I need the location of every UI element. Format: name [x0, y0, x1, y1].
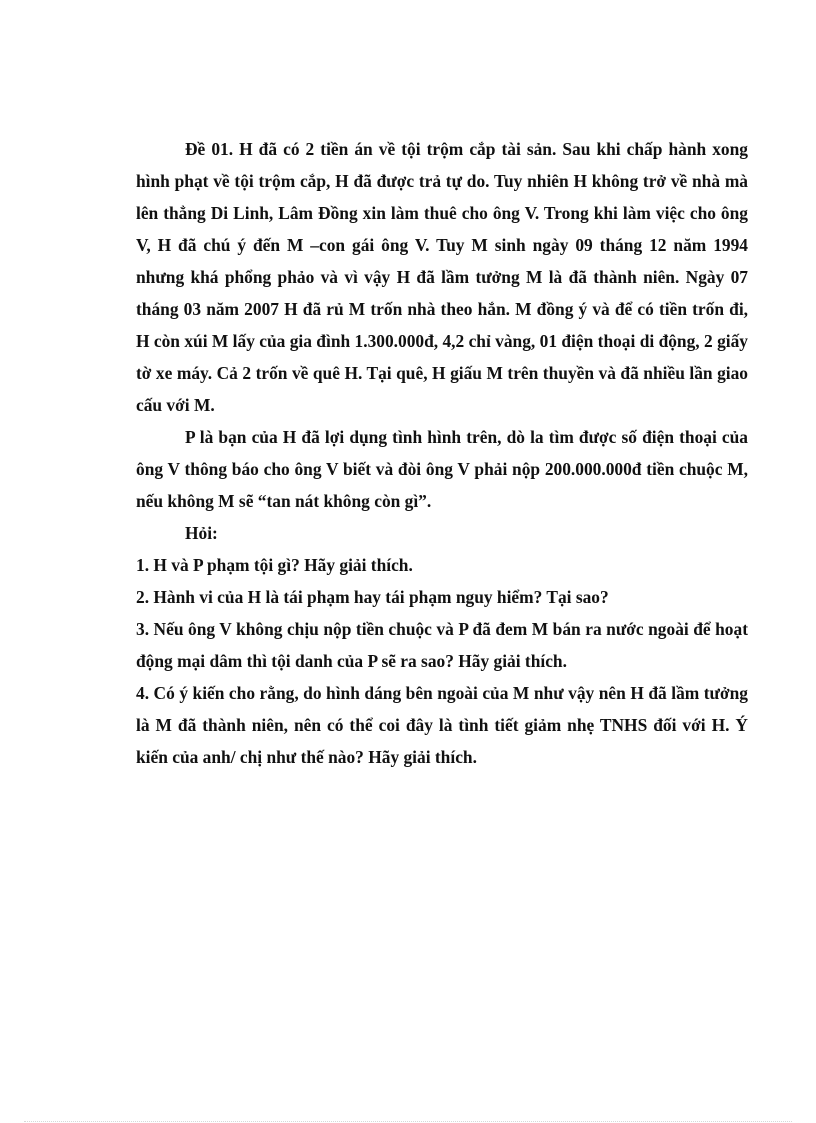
- question-2: 2. Hành vi của H là tái phạm hay tái phạm nguy hiểm? Tại sao?: [136, 587, 609, 607]
- case-paragraph-2: P là bạn của H đã lợi dụng tình hình trên, dò la tìm được số điện thoại của ông V thông báo cho ông V biết và đòi ông V phải nộp 200.000.000đ tiền chuộc M, nếu không M sẽ “tan nát không còn gì”.: [136, 427, 748, 511]
- exam-question-body: [136, 133, 748, 773]
- page-bottom-divider: [24, 1121, 792, 1122]
- question-1: 1. H và P phạm tội gì? Hãy giải thích.: [136, 555, 413, 575]
- question-4: 4. Có ý kiến cho rằng, do hình dáng bên ngoài của M như vậy nên H đã lầm tưởng là M đã thành niên, nên có thể coi đây là tình tiết giảm nhẹ TNHS đối với H. Ý kiến của anh/ chị như thế nào? Hãy giải thích.: [136, 683, 748, 767]
- ask-label: Hỏi:: [185, 523, 218, 543]
- case-paragraph-1: Đề 01. H đã có 2 tiền án về tội trộm cắp tài sản. Sau khi chấp hành xong hình phạt về tội trộm cắp, H đã được trả tự do. Tuy nhiên H không trở về nhà mà lên thẳng Di Linh, Lâm Đồng xin làm thuê cho ông V. Trong khi làm việc cho ông V, H đã chú ý đến M –con gái ông V. Tuy M sinh ngày 09 tháng 12 năm 1994 nhưng khá phổng phảo và vì vậy H đã lầm tưởng M là đã thành niên. Ngày 07 tháng 03 năm 2007 H đã rủ M trốn nhà theo hắn. M đồng ý và để có tiền trốn đi, H còn xúi M lấy của gia đình 1.300.000đ, 4,2 chỉ vàng, 01 điện thoại di động, 2 giấy tờ xe máy. Cả 2 trốn về quê H. Tại quê, H giấu M trên thuyền và đã nhiều lần giao cấu với M.: [136, 139, 748, 415]
- question-3: 3. Nếu ông V không chịu nộp tiền chuộc và P đã đem M bán ra nước ngoài để hoạt động mại dâm thì tội danh của P sẽ ra sao? Hãy giải thích.: [136, 619, 748, 671]
